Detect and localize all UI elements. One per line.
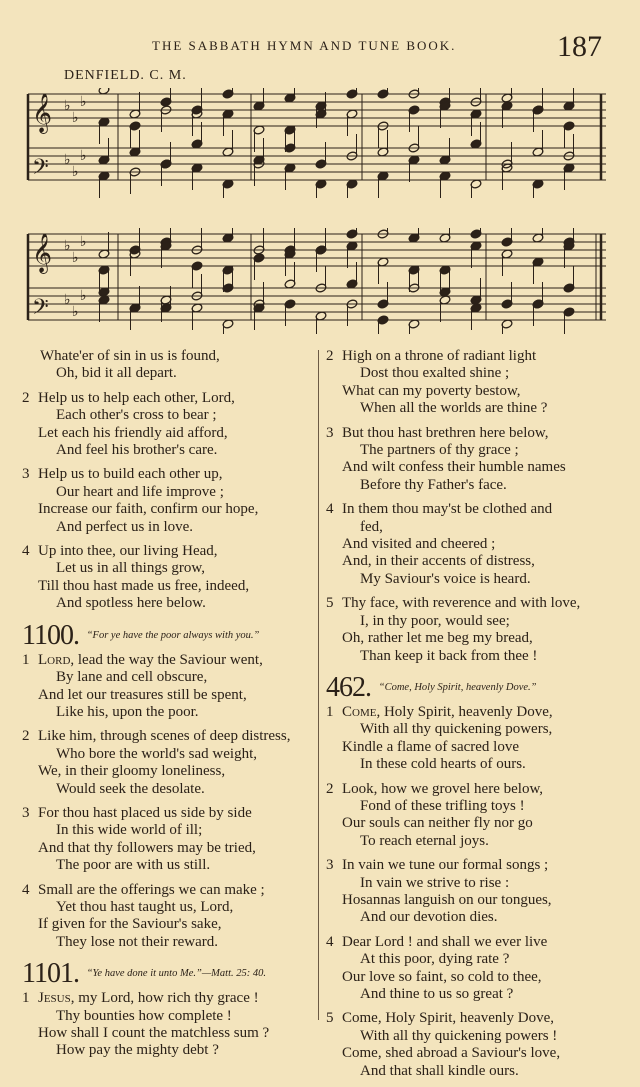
flat-icon: ♭ [72,304,79,320]
verse-number: 4 [22,881,30,898]
column-divider [318,350,319,1020]
verse-line: I, in thy poor, would see; [360,612,510,629]
verse-line: 4 Dear Lord ! and shall we ever live [326,933,548,950]
verse-line: With all thy quickening powers, [360,721,553,738]
verse-line: We, in their gloomy loneliness, [38,763,226,780]
page-header [0,30,640,66]
verse-line: Oh, bid it all depart. [56,365,177,382]
verse-number: 4 [22,543,30,560]
verse-stanza [22,652,314,722]
hymn-number: 1100. [22,619,79,651]
verse-number: 2 [326,780,334,797]
verse-line: To reach eternal joys. [360,832,489,849]
verses-group [326,348,612,665]
verse-line: And, in their accents of distress, [342,553,535,570]
flat-icon: ♭ [64,98,71,114]
verse-stanza [326,595,612,665]
verse-line: 4 In them thou may'st be clothed and [326,501,553,518]
hymn-reference: “For ye have the poor always with you.” [86,629,260,641]
verse-line: Kindle a flame of sacred love [342,738,520,755]
verse-line: Hosannas languish on our tongues, [342,891,552,908]
verse-line: Whate'er of sin in us is found, [40,348,220,364]
verse-number: 2 [22,728,30,745]
verse-line: If given for the Saviour's sake, [38,916,222,933]
flat-icon: ♭ [72,250,79,266]
flat-icon: ♭ [80,234,87,250]
verse-line: Yet thou hast taught us, Lord, [56,898,234,915]
verse-stanza [22,805,314,875]
treble-clef-icon: 𝄞 [32,93,53,133]
verse-line: Fond of these trifling toys ! [360,797,525,814]
verse-stanza [326,348,612,418]
verse-line: And perfect us in love. [56,518,194,535]
verse-first-word: Jesus, [38,990,75,1007]
verse-number: 3 [326,857,334,874]
verse-line: And thine to us so great ? [360,986,514,1002]
verse-line: By lane and cell obscure, [56,669,208,686]
verse-line: And that thy followers may be tried, [38,839,256,856]
verse-line: 3 For thou hast placed us side by side [22,804,252,821]
verse-stanza [22,882,314,952]
flat-icon: ♭ [80,94,87,110]
verse-stanza [22,466,314,536]
verse-number: 5 [326,595,334,612]
verse-number: 2 [326,348,334,364]
verse-line: At this poor, dying rate ? [360,951,510,968]
continuation-stanza [22,348,314,383]
tune-name: DENFIELD. C. M. [64,68,187,83]
verse-line: Let each his friendly aid afford, [38,424,228,441]
verses-group [22,390,314,613]
verse-line: Come, shed abroad a Saviour's love, [342,1045,561,1062]
verse-line: And feel his brother's care. [56,442,218,459]
verse-line: 4 Small are the offerings we can make ; [22,881,265,898]
verse-number: 4 [326,501,334,518]
verse-line: Let us in all things grow, [56,560,206,577]
flat-icon: ♭ [80,288,87,304]
verse-line: 4 Up into thee, our living Head, [22,543,218,560]
music-system-1 [26,88,610,198]
verse-stanza [22,390,314,460]
flat-icon: ♭ [72,110,79,126]
verse-stanza [22,543,314,613]
verse-first-word: Lord, [38,651,75,668]
right-column [326,348,612,1087]
hymn-reference: “Come, Holy Spirit, heavenly Dove.” [378,681,537,693]
verse-line: Increase our faith, confirm our hope, [38,501,259,518]
verse-line: Oh, rather let me beg my bread, [342,630,533,647]
verse-number: 4 [326,933,334,950]
verse-number: 1 [22,990,30,1007]
music-staves-2 [26,228,610,334]
hymn-462-verses [326,704,612,1080]
verse-line: In vain we strive to rise : [360,874,510,891]
verse-number: 1 [326,703,334,720]
verse-line: Dost thou exalted shine ; [360,365,510,382]
verse-line: And visited and cheered ; [342,536,496,553]
bass-clef-icon: 𝄢 [32,295,49,325]
verse-line: Would seek the desolate. [56,780,205,797]
verse-line: And let our treasures still be spent, [38,686,247,703]
verse-line: And wilt confess their humble names [342,459,566,476]
verse-line: 1 Lord, lead the way the Saviour went, [22,651,263,668]
verse-line: Our love so faint, so cold to thee, [342,968,542,985]
verse-line: 2 Look, how we grovel here below, [326,780,544,797]
verse-line: 2 Help us to help each other, Lord, [22,389,235,406]
verse-line: In these cold hearts of ours. [360,756,526,773]
verse-number: 3 [22,466,30,483]
verse-line: What can my poverty bestow, [342,382,521,399]
hymn-number: 462. [326,671,371,703]
verse-line: How shall I count the matchless sum ? [38,1025,270,1041]
hymn-462-header [326,672,612,704]
hymn-1101-verses [22,990,314,1060]
verse-line: 3 But thou hast brethren here below, [326,424,549,441]
flat-icon: ♭ [80,148,87,164]
verse-line: Thy bounties how complete ! [56,1007,232,1024]
verse-line: Who bore the world's sad weight, [56,745,257,762]
verse-first-word: Come, [342,703,381,720]
verse-stanza [326,1010,612,1080]
verse-line: Each other's cross to bear ; [56,407,217,424]
left-column [22,348,314,1067]
verse-line: Our heart and life improve ; [56,483,224,500]
hymn-1100-header [22,620,314,652]
hymn-1101-header [22,958,314,990]
verse-number: 3 [22,804,30,821]
verse-line: Our souls can neither fly nor go [342,815,533,832]
verse-line: 5 Come, Holy Spirit, heavenly Dove, [326,1010,555,1027]
verse-line: My Saviour's voice is heard. [360,570,531,587]
verse-line: 1 Jesus, my Lord, how rich thy grace ! [22,990,259,1007]
hymn-1100-verses [22,652,314,952]
verse-number: 1 [22,651,30,668]
verse-stanza [326,781,612,851]
verse-line: Than keep it back from thee ! [360,647,538,664]
verse-number: 5 [326,1010,334,1027]
verse-line: They lose not their reward. [56,933,219,950]
flat-icon: ♭ [64,238,71,254]
music-staves-1 [26,88,610,198]
page-number: 187 [557,30,602,63]
verse-line: When all the worlds are thine ? [360,400,548,417]
verse-line: 2 Like him, through scenes of deep distress, [22,728,291,745]
verse-line: Like his, upon the poor. [56,703,199,720]
verse-line: The partners of thy grace ; [360,442,519,459]
treble-clef-icon: 𝄞 [32,233,53,273]
bass-clef-icon: 𝄢 [32,155,49,185]
verse-line: 2 High on a throne of radiant light [326,348,537,364]
verse-line: fed, [360,518,383,535]
verse-line: With all thy quickening powers ! [360,1027,558,1044]
verse-line: The poor are with us still. [56,857,211,874]
verse-line: How pay the mighty debt ? [56,1042,219,1059]
verse-line: 5 Thy face, with reverence and with love, [326,595,581,612]
verse-line: 1 Come, Holy Spirit, heavenly Dove, [326,703,553,720]
flat-icon: ♭ [72,164,79,180]
verse-stanza [326,501,612,588]
verse-stanza [326,704,612,774]
verse-line: Till thou hast made us free, indeed, [38,577,250,594]
music-system-2 [26,228,610,334]
verse-stanza [22,728,314,798]
flat-icon: ♭ [64,292,71,308]
verse-number: 2 [22,389,30,406]
verse-line: And spotless here below. [56,595,206,612]
running-title: THE SABBATH HYMN AND TUNE BOOK. [152,38,457,53]
hymn-reference: “Ye have done it unto Me.”—Matt. 25: 40. [86,968,266,980]
hymn-number: 1101. [22,958,79,990]
verse-line: In this wide world of ill; [56,822,203,839]
verse-stanza [22,990,314,1060]
verse-line: 3 In vain we tune our formal songs ; [326,857,549,874]
verse-line: Before thy Father's face. [360,476,507,493]
flat-icon: ♭ [64,152,71,168]
verse-stanza [326,857,612,927]
verse-stanza [326,425,612,495]
verse-line: And our devotion dies. [360,909,498,926]
verse-stanza [326,934,612,1004]
verse-line: 3 Help us to build each other up, [22,466,223,483]
verse-number: 3 [326,424,334,441]
verse-line: And that shall kindle ours. [360,1062,519,1079]
